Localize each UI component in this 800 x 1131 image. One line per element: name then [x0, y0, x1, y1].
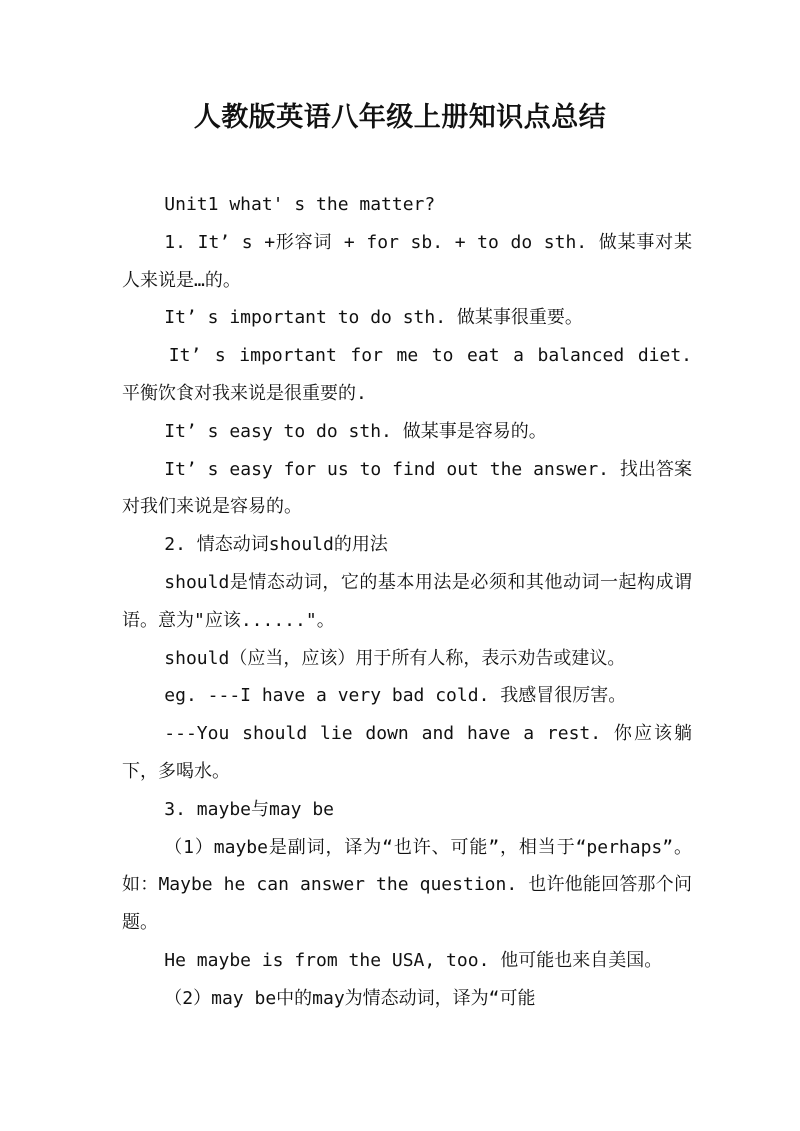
- paragraph: should是情态动词，它的基本用法是必须和其他动词一起构成谓语。意为"应该......"。: [122, 571, 692, 631]
- paragraph: eg. ---I have a very bad cold. 我感冒很厉害。: [164, 685, 627, 707]
- section-heading: 2. 情态动词should的用法: [164, 534, 388, 556]
- unit-heading: Unit1 what' s the matter?: [164, 194, 436, 215]
- paragraph: 1. It’ s +形容词 + for sb. + to do sth. 做某事对某人来说是…的。: [122, 231, 692, 291]
- paragraph: It’ s easy for us to find out the answer. 找出答案对我们来说是容易的。: [122, 458, 692, 518]
- paragraph: It’ s important to do sth. 做某事很重要。: [164, 307, 583, 329]
- paragraph: It’ s important for me to eat a balanced diet. 平衡饮食对我来说是很重要的.: [122, 345, 692, 404]
- paragraph: He maybe is from the USA, too. 他可能也来自美国。: [164, 949, 663, 971]
- paragraph: should（应当，应该）用于所有人称，表示劝告或建议。: [164, 647, 626, 669]
- paragraph: ---You should lie down and have a rest. 你应该躺下，多喝水。: [122, 723, 692, 782]
- document-body: [122, 186, 692, 1018]
- document-title: 人教版英语八年级上册知识点总结: [193, 102, 607, 133]
- paragraph: It’ s easy to do sth. 做某事是容易的。: [164, 420, 547, 442]
- paragraph: （2）may be中的may为情态动词，译为“可能: [164, 987, 536, 1009]
- paragraph: （1）maybe是副词，译为“也许、可能”，相当于“perhaps”。如：Maybe he can answer the question. 也许他能回答那个问题。: [122, 836, 692, 934]
- section-heading: 3. maybe与may be: [164, 798, 335, 820]
